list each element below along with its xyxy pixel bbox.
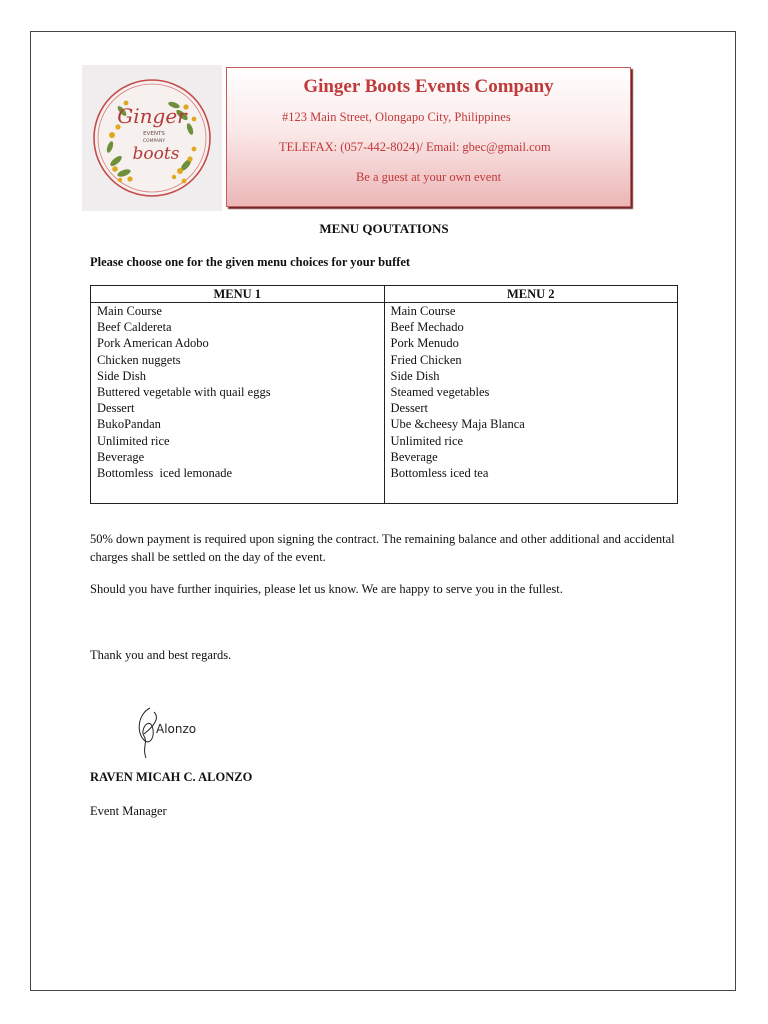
menu-item: Beef Caldereta (97, 320, 172, 335)
menu-table (90, 285, 678, 504)
company-contact: TELEFAX: (057-442-8024)/ Email: gbec@gmail.com (279, 140, 551, 154)
menu-1-cell (91, 303, 385, 504)
menu-item: Bottomless iced lemonade (97, 466, 233, 481)
menu-item: Dessert (390, 401, 428, 416)
menu-item: Ube &cheesy Maja Blanca (390, 417, 525, 432)
menu-item: Beverage (97, 449, 145, 464)
menu-item: Unlimited rice (390, 433, 464, 448)
menu-item: Pork Menudo (390, 336, 459, 351)
company-tagline: Be a guest at your own event (355, 170, 502, 184)
menu-item: Dessert (97, 401, 135, 416)
menu-item: Main Course (390, 304, 456, 318)
menu-item: Main Course (97, 304, 162, 318)
payment-note: 50% down payment is required upon signing the contract. The remaining balance and other additional and accidental charges shall be settled on the day of the event. (90, 532, 675, 564)
menu-table-row (91, 303, 678, 504)
menu-instruction: Please choose one for the given menu choices for your buffet (90, 255, 411, 269)
menu-item: Chicken nuggets (97, 352, 181, 367)
company-name: Ginger Boots Events Company (303, 76, 554, 97)
svg-text:EVENTS: EVENTS (143, 131, 165, 137)
document-title: MENU QOUTATIONS (319, 221, 449, 236)
menu-item: Bottomless iced tea (390, 466, 489, 481)
menu-item: Pork American Adobo (97, 336, 209, 351)
menu-item: Fried Chicken (390, 352, 462, 367)
menu-item: Buttered vegetable with quail eggs (97, 385, 271, 400)
menu-item: Side Dish (97, 368, 146, 383)
company-logo (82, 65, 222, 211)
svg-text:COMPANY: COMPANY (142, 139, 166, 144)
menu-2-header: MENU 2 (384, 286, 678, 303)
handwritten-signature (130, 696, 240, 760)
menu-table-header-row (91, 286, 678, 303)
menu-2-cell (384, 303, 678, 504)
signer-role: Event Manager (90, 804, 167, 818)
inquiry-note: Should you have further inquiries, please let us know. We are happy to serve you in the fullest. (90, 582, 563, 596)
menu-item: Beef Mechado (390, 320, 464, 335)
svg-text:Ginger: Ginger (117, 104, 187, 128)
menu-item: Unlimited rice (97, 433, 170, 448)
svg-text:boots: boots (132, 144, 180, 164)
company-header (226, 67, 631, 207)
menu-item: Steamed vegetables (390, 385, 490, 400)
signer-name: RAVEN MICAH C. ALONZO (90, 770, 253, 784)
menu-1-header: MENU 1 (91, 286, 385, 303)
company-address: #123 Main Street, Olongapo City, Philippines (282, 110, 511, 124)
closing-line: Thank you and best regards. (90, 648, 232, 662)
menu-item: Beverage (390, 449, 438, 464)
menu-item: Side Dish (390, 368, 440, 383)
menu-item: BukoPandan (97, 417, 161, 432)
svg-text:Alonzo: Alonzo (156, 722, 197, 736)
wreath-logo-icon (82, 65, 222, 211)
